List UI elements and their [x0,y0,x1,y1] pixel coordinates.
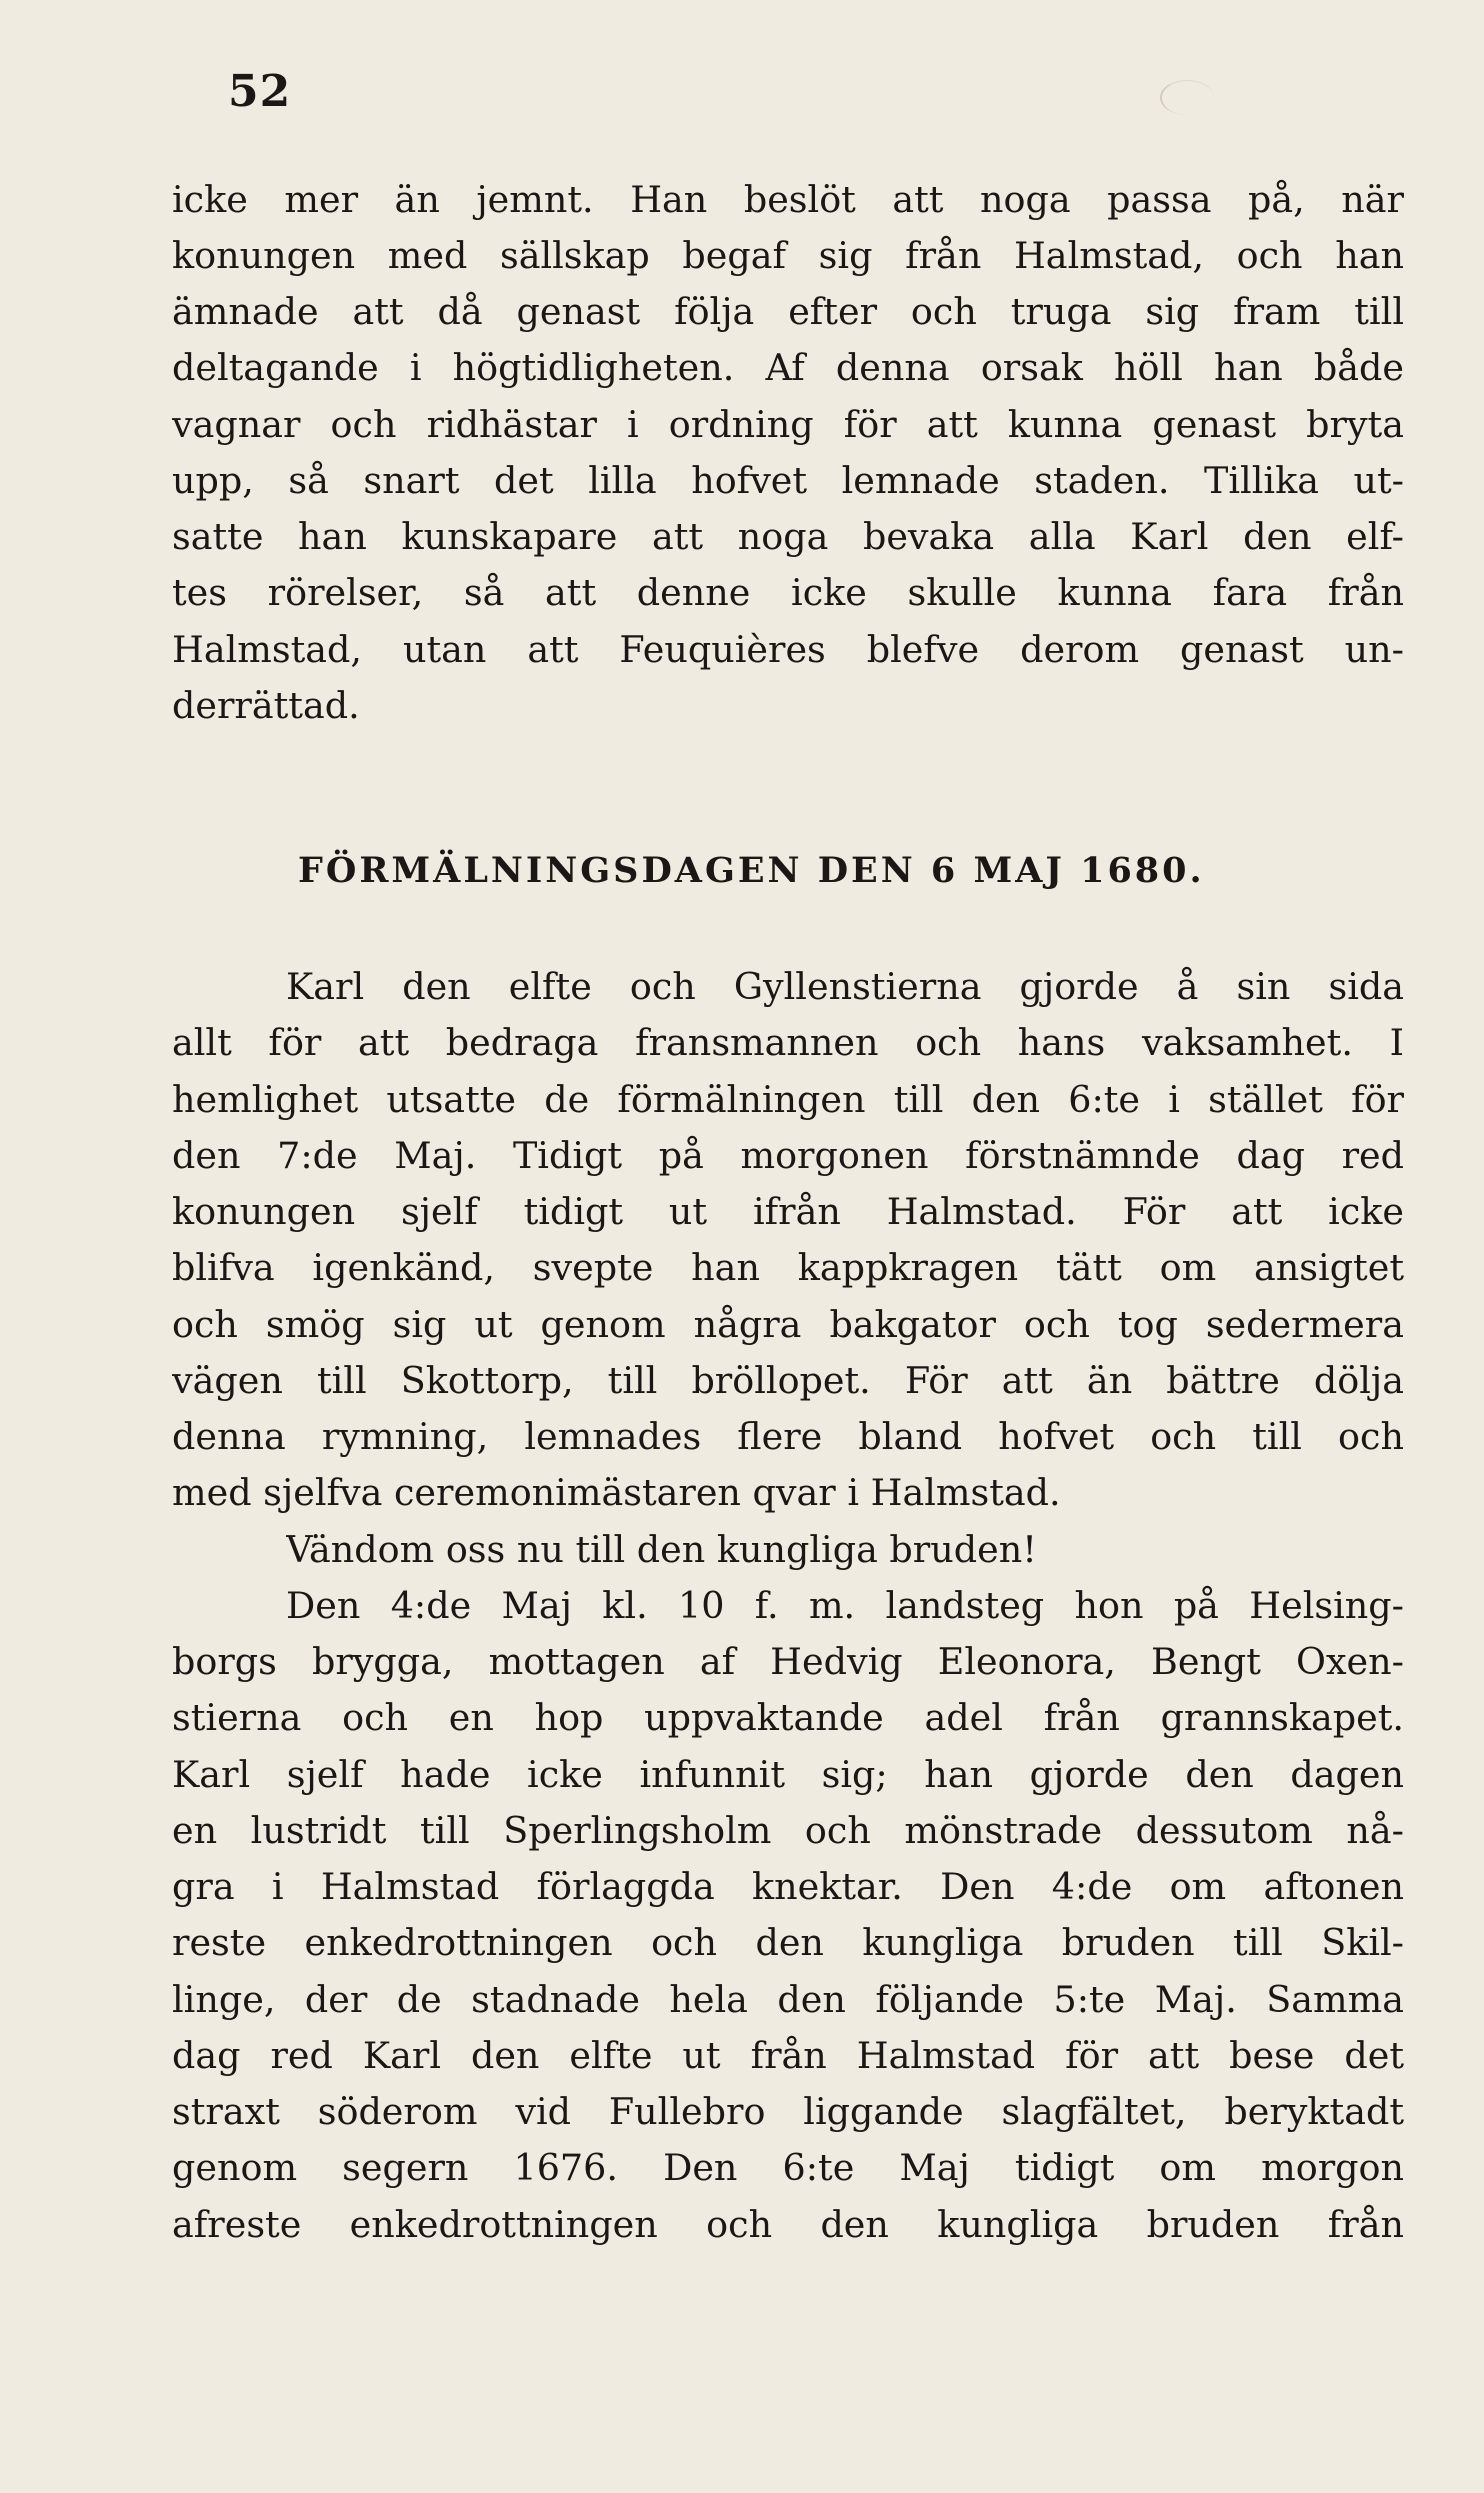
text-line: denna rymning, lemnades flere bland hofvet och till och [172,1415,1404,1458]
text-line: afreste enkedrottningen och den kungliga bruden från [172,2203,1404,2246]
text-line: dag red Karl den elfte ut från Halmstad för att bese det [172,2034,1404,2077]
text-line: tes rörelser, så att denne icke skulle kunna fara från [172,571,1404,614]
text-line: och smög sig ut genom några bakgator och tog sedermera [172,1303,1404,1346]
text-line: ämnade att då genast följa efter och truga sig fram till [172,290,1404,333]
text-line: en lustridt till Sperlingsholm och mönstrade dessutom nå- [172,1809,1404,1852]
text-line: Halmstad, utan att Feuquières blefve derom genast un- [172,628,1404,671]
text-line: Karl sjelf hade icke infunnit sig; han gjorde den dagen [172,1753,1404,1796]
text-line: den 7:de Maj. Tidigt på morgonen förstnämnde dag red [172,1134,1404,1177]
paper-stain [1160,80,1214,115]
text-line: icke mer än jemnt. Han beslöt att noga passa på, när [172,178,1404,221]
text-line: konungen sjelf tidigt ut ifrån Halmstad. För att icke [172,1190,1404,1233]
text-line: genom segern 1676. Den 6:te Maj tidigt om morgon [172,2146,1404,2189]
text-line: deltagande i högtidligheten. Af denna orsak höll han både [172,346,1404,389]
text-line: stierna och en hop uppvaktande adel från grannskapet. [172,1696,1404,1739]
text-line: vagnar och ridhästar i ordning för att kunna genast bryta [172,403,1404,446]
text-line: Den 4:de Maj kl. 10 f. m. landsteg hon på Helsing- [286,1584,1404,1627]
section-heading: FÖRMÄLNINGSDAGEN DEN 6 MAJ 1680. [298,850,1205,891]
text-line: med sjelfva ceremonimästaren qvar i Halmstad. [172,1471,1061,1514]
text-line: Vändom oss nu till den kungliga bruden! [286,1528,1037,1571]
text-line: reste enkedrottningen och den kungliga bruden till Skil- [172,1921,1404,1964]
text-line: derrättad. [172,684,360,727]
text-line: Karl den elfte och Gyllenstierna gjorde å sin sida [286,965,1404,1008]
text-line: blifva igenkänd, svepte han kappkragen tätt om ansigtet [172,1246,1404,1289]
text-line: upp, så snart det lilla hofvet lemnade staden. Tillika ut- [172,459,1404,502]
text-line: gra i Halmstad förlaggda knektar. Den 4:de om aftonen [172,1865,1404,1908]
page-number: 52 [228,66,292,117]
text-line: hemlighet utsatte de förmälningen till den 6:te i stället för [172,1078,1404,1121]
text-line: allt för att bedraga fransmannen och hans vaksamhet. I [172,1021,1404,1064]
text-line: konungen med sällskap begaf sig från Halmstad, och han [172,234,1404,277]
text-line: satte han kunskapare att noga bevaka alla Karl den elf- [172,515,1404,558]
text-line: straxt söderom vid Fullebro liggande slagfältet, beryktadt [172,2090,1404,2133]
text-line: borgs brygga, mottagen af Hedvig Eleonora, Bengt Oxen- [172,1640,1404,1683]
text-line: vägen till Skottorp, till bröllopet. För att än bättre dölja [172,1359,1404,1402]
text-line: linge, der de stadnade hela den följande 5:te Maj. Samma [172,1978,1404,2021]
